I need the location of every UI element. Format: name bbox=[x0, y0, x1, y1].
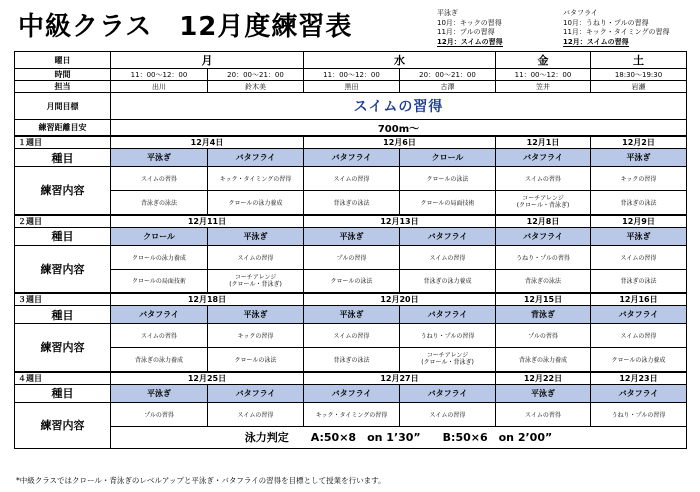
date-cell: 12月2日 bbox=[591, 136, 687, 149]
content-cell: スイムの習得 bbox=[591, 324, 687, 348]
content-cell: クロールの泳力養成 bbox=[591, 348, 687, 372]
content-cell: 背泳ぎの泳法 bbox=[111, 191, 208, 215]
date-cell: 12月20日 bbox=[304, 293, 496, 306]
stroke-cell: 平泳ぎ bbox=[591, 149, 687, 167]
content-cell: 背泳ぎの泳法 bbox=[591, 191, 687, 215]
content-cell: スイムの習得 bbox=[496, 167, 591, 191]
stroke-cell: バタフライ bbox=[304, 149, 400, 167]
week-label: １週目 bbox=[15, 136, 111, 149]
stroke-cell: 背泳ぎ bbox=[496, 306, 591, 324]
monthly-goal: スイムの習得 bbox=[111, 93, 687, 120]
content-cell: キックの習得 bbox=[591, 167, 687, 191]
stroke-cell: バタフライ bbox=[400, 227, 496, 245]
content-cell: クロールの泳力養成 bbox=[208, 191, 304, 215]
date-cell: 12月15日 bbox=[496, 293, 591, 306]
date-cell: 12月6日 bbox=[304, 136, 496, 149]
content-cell: スイムの習得 bbox=[400, 245, 496, 269]
notes-line: 10月：うねり・プルの習得 bbox=[563, 18, 649, 27]
instructor-cell: 古澤 bbox=[400, 81, 496, 93]
distance-value: 700m〜 bbox=[111, 120, 687, 137]
notes-head: バタフライ bbox=[563, 9, 598, 17]
stroke-cell: バタフライ bbox=[591, 306, 687, 324]
content-cell: スイムの習得 bbox=[111, 324, 208, 348]
time-cell: 20：00〜21：00 bbox=[400, 69, 496, 81]
date-cell: 12月13日 bbox=[304, 215, 496, 228]
date-cell: 12月1日 bbox=[496, 136, 591, 149]
content-cell: クロールの泳法 bbox=[400, 167, 496, 191]
content-cell: クロールの局面技術 bbox=[111, 269, 208, 293]
content-cell: スイムの習得 bbox=[304, 167, 400, 191]
kind-label: 種目 bbox=[15, 384, 111, 402]
content-cell: キックの習得 bbox=[208, 324, 304, 348]
stroke-cell: バタフライ bbox=[496, 227, 591, 245]
content-cell: うねり・プルの習得 bbox=[400, 324, 496, 348]
stroke-cell: バタフライ bbox=[400, 306, 496, 324]
content-cell: 背泳ぎの泳法 bbox=[304, 348, 400, 372]
schedule-table bbox=[14, 51, 687, 449]
date-cell: 12月4日 bbox=[111, 136, 304, 149]
content-cell: クロールの泳力養成 bbox=[111, 245, 208, 269]
content-cell: 背泳ぎの泳力養成 bbox=[496, 348, 591, 372]
content-cell: クロールの泳法 bbox=[304, 269, 400, 293]
kind-label: 種目 bbox=[15, 227, 111, 245]
goal-label: 月間目標 bbox=[15, 93, 111, 120]
time-cell: 11：00〜12：00 bbox=[304, 69, 400, 81]
stroke-cell: クロール bbox=[111, 227, 208, 245]
content-cell: スイムの習得 bbox=[208, 245, 304, 269]
content-cell: コーチアレンジ (クロール・背泳ぎ) bbox=[208, 269, 304, 293]
notes-line: 11月：プルの習得 bbox=[437, 28, 495, 36]
content-cell: 背泳ぎの泳法 bbox=[496, 269, 591, 293]
notes-line: 12月：スイムの習得 bbox=[437, 37, 503, 46]
kind-label: 種目 bbox=[15, 306, 111, 324]
notes-butterfly bbox=[563, 9, 670, 47]
stroke-cell: バタフライ bbox=[591, 384, 687, 402]
date-cell: 12月9日 bbox=[591, 215, 687, 228]
date-cell: 12月22日 bbox=[496, 372, 591, 385]
stroke-cell: 平泳ぎ bbox=[111, 149, 208, 167]
date-cell: 12月27日 bbox=[304, 372, 496, 385]
date-cell: 12月25日 bbox=[111, 372, 304, 385]
content-cell: クロールの泳法 bbox=[208, 348, 304, 372]
stroke-cell: バタフライ bbox=[304, 384, 400, 402]
stroke-cell: 平泳ぎ bbox=[304, 227, 400, 245]
stroke-cell: バタフライ bbox=[496, 149, 591, 167]
content-label: 練習内容 bbox=[15, 167, 111, 215]
instructor-cell: 黒田 bbox=[304, 81, 400, 93]
instructor-cell: 笠井 bbox=[496, 81, 591, 93]
time-cell: 20：00〜21：00 bbox=[208, 69, 304, 81]
content-cell: クロールの局面技術 bbox=[400, 191, 496, 215]
content-cell: プルの習得 bbox=[111, 402, 208, 426]
content-cell: キック・タイミングの習得 bbox=[304, 402, 400, 426]
page-title: 中級クラス 12月度練習表 bbox=[18, 12, 353, 42]
content-cell: プルの習得 bbox=[304, 245, 400, 269]
stroke-cell: バタフライ bbox=[208, 384, 304, 402]
time-cell: 18:30〜19:30 bbox=[591, 69, 687, 81]
notes-line: 11月：キック・タイミングの習得 bbox=[563, 28, 670, 36]
content-cell: スイムの習得 bbox=[591, 245, 687, 269]
footer-note: *中級クラスではクロール・背泳ぎのレベルアップと平泳ぎ・バタフライの習得を目標として授業を行います。 bbox=[16, 476, 386, 485]
day-label: 曜日 bbox=[15, 52, 111, 69]
date-cell: 12月18日 bbox=[111, 293, 304, 306]
stroke-cell: 平泳ぎ bbox=[208, 227, 304, 245]
content-cell: うねり・プルの習得 bbox=[496, 245, 591, 269]
stroke-cell: バタフライ bbox=[208, 149, 304, 167]
week-label: ４週目 bbox=[15, 372, 111, 385]
content-cell: うねり・プルの習得 bbox=[591, 402, 687, 426]
date-cell: 12月23日 bbox=[591, 372, 687, 385]
content-cell: スイムの習得 bbox=[111, 167, 208, 191]
kind-label: 種目 bbox=[15, 149, 111, 167]
stroke-cell: バタフライ bbox=[400, 384, 496, 402]
content-cell: キック・タイミングの習得 bbox=[208, 167, 304, 191]
date-cell: 12月11日 bbox=[111, 215, 304, 228]
stroke-cell: 平泳ぎ bbox=[496, 384, 591, 402]
day-sat: 土 bbox=[591, 52, 687, 69]
content-cell: コーチアレンジ (クロール・背泳ぎ) bbox=[400, 348, 496, 372]
time-cell: 11：00〜12：00 bbox=[111, 69, 208, 81]
content-cell: スイムの習得 bbox=[496, 402, 591, 426]
distance-label: 練習距離目安 bbox=[15, 120, 111, 137]
time-label: 時間 bbox=[15, 69, 111, 81]
stroke-cell: クロール bbox=[400, 149, 496, 167]
day-fri: 金 bbox=[496, 52, 591, 69]
content-cell: 背泳ぎの泳力養成 bbox=[400, 269, 496, 293]
content-label: 練習内容 bbox=[15, 402, 111, 448]
content-cell: 背泳ぎの泳法 bbox=[591, 269, 687, 293]
stroke-cell: 平泳ぎ bbox=[208, 306, 304, 324]
swim-test: 泳力判定 A:50×8 on 1’30” B:50×6 on 2’00” bbox=[111, 426, 687, 448]
content-cell: スイムの習得 bbox=[304, 324, 400, 348]
week-label: ３週目 bbox=[15, 293, 111, 306]
stroke-cell: バタフライ bbox=[111, 306, 208, 324]
content-label: 練習内容 bbox=[15, 245, 111, 293]
week-label: ２週目 bbox=[15, 215, 111, 228]
content-cell: コーチアレンジ (クロール・背泳ぎ) bbox=[496, 191, 591, 215]
instructor-label: 担当 bbox=[15, 81, 111, 93]
day-mon: 月 bbox=[111, 52, 304, 69]
stroke-cell: 平泳ぎ bbox=[591, 227, 687, 245]
stroke-cell: 平泳ぎ bbox=[304, 306, 400, 324]
notes-breaststroke bbox=[437, 9, 503, 47]
date-cell: 12月16日 bbox=[591, 293, 687, 306]
notes-line: 12月：スイムの習得 bbox=[563, 37, 629, 46]
notes-head: 平泳ぎ bbox=[437, 9, 458, 17]
content-cell: スイムの習得 bbox=[400, 402, 496, 426]
content-cell: スイムの習得 bbox=[208, 402, 304, 426]
notes-line: 10月：キックの習得 bbox=[437, 18, 502, 27]
content-cell: 背泳ぎの泳力養成 bbox=[111, 348, 208, 372]
stroke-cell: 平泳ぎ bbox=[111, 384, 208, 402]
content-cell: 背泳ぎの泳法 bbox=[304, 191, 400, 215]
content-cell: プルの習得 bbox=[496, 324, 591, 348]
content-label: 練習内容 bbox=[15, 324, 111, 372]
instructor-cell: 岩瀬 bbox=[591, 81, 687, 93]
instructor-cell: 鈴木美 bbox=[208, 81, 304, 93]
time-cell: 11：00〜12：00 bbox=[496, 69, 591, 81]
date-cell: 12月8日 bbox=[496, 215, 591, 228]
day-wed: 水 bbox=[304, 52, 496, 69]
instructor-cell: 出川 bbox=[111, 81, 208, 93]
